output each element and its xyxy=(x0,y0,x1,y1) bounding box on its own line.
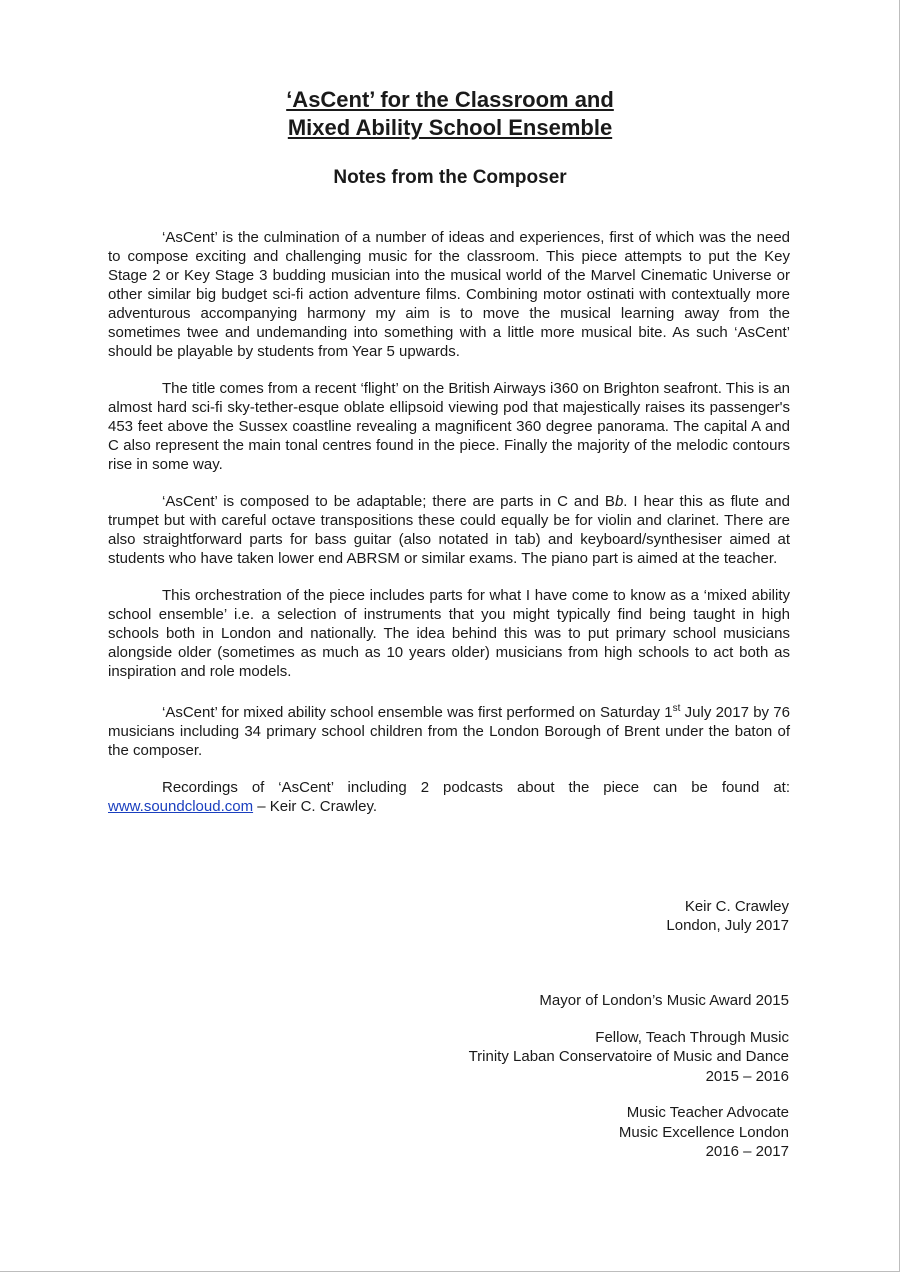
credit-line: Trinity Laban Conservatoire of Music and Dance xyxy=(468,1048,789,1065)
paragraph-3 xyxy=(108,492,790,568)
credit-fellowship xyxy=(469,1028,789,1087)
paragraph-6-text-b: – Keir C. Crawley. xyxy=(253,798,377,815)
credit-line: Mayor of London’s Music Award 2015 xyxy=(539,992,789,1009)
flat-symbol: b xyxy=(614,493,624,510)
paragraph-5-text-a: ‘AsCent’ for mixed ability school ensemble was first performed on Saturday 1 xyxy=(162,704,673,721)
paragraph-6 xyxy=(108,778,790,816)
credit-line: 2015 – 2016 xyxy=(705,1067,789,1085)
paragraph-6-text: Recordings of ‘AsCent’ including 2 podcasts about the piece can be found at: xyxy=(162,779,790,796)
credit-award xyxy=(469,991,789,1011)
paragraph-4: This orchestration of the piece includes parts for what I have come to know as a ‘mixed ability school ensemble’ i.e. a selection of instruments that you might typically find being taught in high schools both in London and nationally. The idea behind this was to put primary school musicians alongside older (sometimes as much as 10 years older) musicians from high schools to act both as inspiration and role models. xyxy=(108,587,790,680)
document-subtitle: Notes from the Composer xyxy=(333,167,567,188)
ordinal-suffix: st xyxy=(672,703,681,714)
credit-line: Music Teacher Advocate xyxy=(626,1104,789,1121)
body-text xyxy=(108,228,790,834)
document-title xyxy=(0,86,900,142)
paragraph-1: ‘AsCent’ is the culmination of a number of ideas and experiences, first of which was the need to compose exciting and challenging music for the classroom. This piece attempts to put the Key Stage 2 or Key Stage 3 budding musician into the musical world of the Marvel Cinematic Universe or other similar big budget sci-fi action adventure films. Combining motor ostinati with contextually more adventurous accompanying harmony my aim is to move the musical learning away from the sometimes twee and undemanding into something with a little more musical bite. As such ‘AsCent’ should be playable by students from Year 5 upwards. xyxy=(108,229,790,360)
paragraph-5-text-b: July 2017 by 76 musicians including 34 primary school children from the London Borough of Brent under the baton of the composer. xyxy=(108,704,790,759)
title-line-1: ‘AsCent’ for the Classroom and xyxy=(286,87,614,112)
credit-line: Fellow, Teach Through Music xyxy=(595,1028,789,1046)
credits-block xyxy=(469,991,789,1179)
signature-block xyxy=(666,897,789,935)
paragraph-3-text-b: . I hear this as flute and trumpet but with careful octave transpositions these could equally be for violin and clarinet. There are also straightforward parts for bass guitar (also notated in tab) and keyboard/synthesiser aimed at students who have taken lower end ABRSM or similar exams. The piano part is aimed at the teacher. xyxy=(108,493,790,567)
signature-place-date: London, July 2017 xyxy=(666,917,789,934)
paragraph-5 xyxy=(108,699,790,760)
signature-name: Keir C. Crawley xyxy=(684,898,789,915)
credit-line: Music Excellence London xyxy=(618,1123,789,1141)
paragraph-3-text-a: ‘AsCent’ is composed to be adaptable; there are parts in C and B xyxy=(162,493,615,510)
credit-advocate xyxy=(469,1103,789,1162)
credit-line: 2016 – 2017 xyxy=(705,1143,789,1160)
soundcloud-link[interactable]: www.soundcloud.com xyxy=(108,798,254,815)
paragraph-2: The title comes from a recent ‘flight’ on the British Airways i360 on Brighton seafront. This is an almost hard sci-fi sky-tether-esque oblate ellipsoid viewing pod that majestically raises its passenger's 453 feet above the Sussex coastline revealing a magnificent 360 degree panorama. The capital A and C also represent the main tonal centres found in the piece. Finally the majority of the melodic contours rise in some way. xyxy=(108,380,790,473)
title-line-2: Mixed Ability School Ensemble xyxy=(287,115,613,140)
